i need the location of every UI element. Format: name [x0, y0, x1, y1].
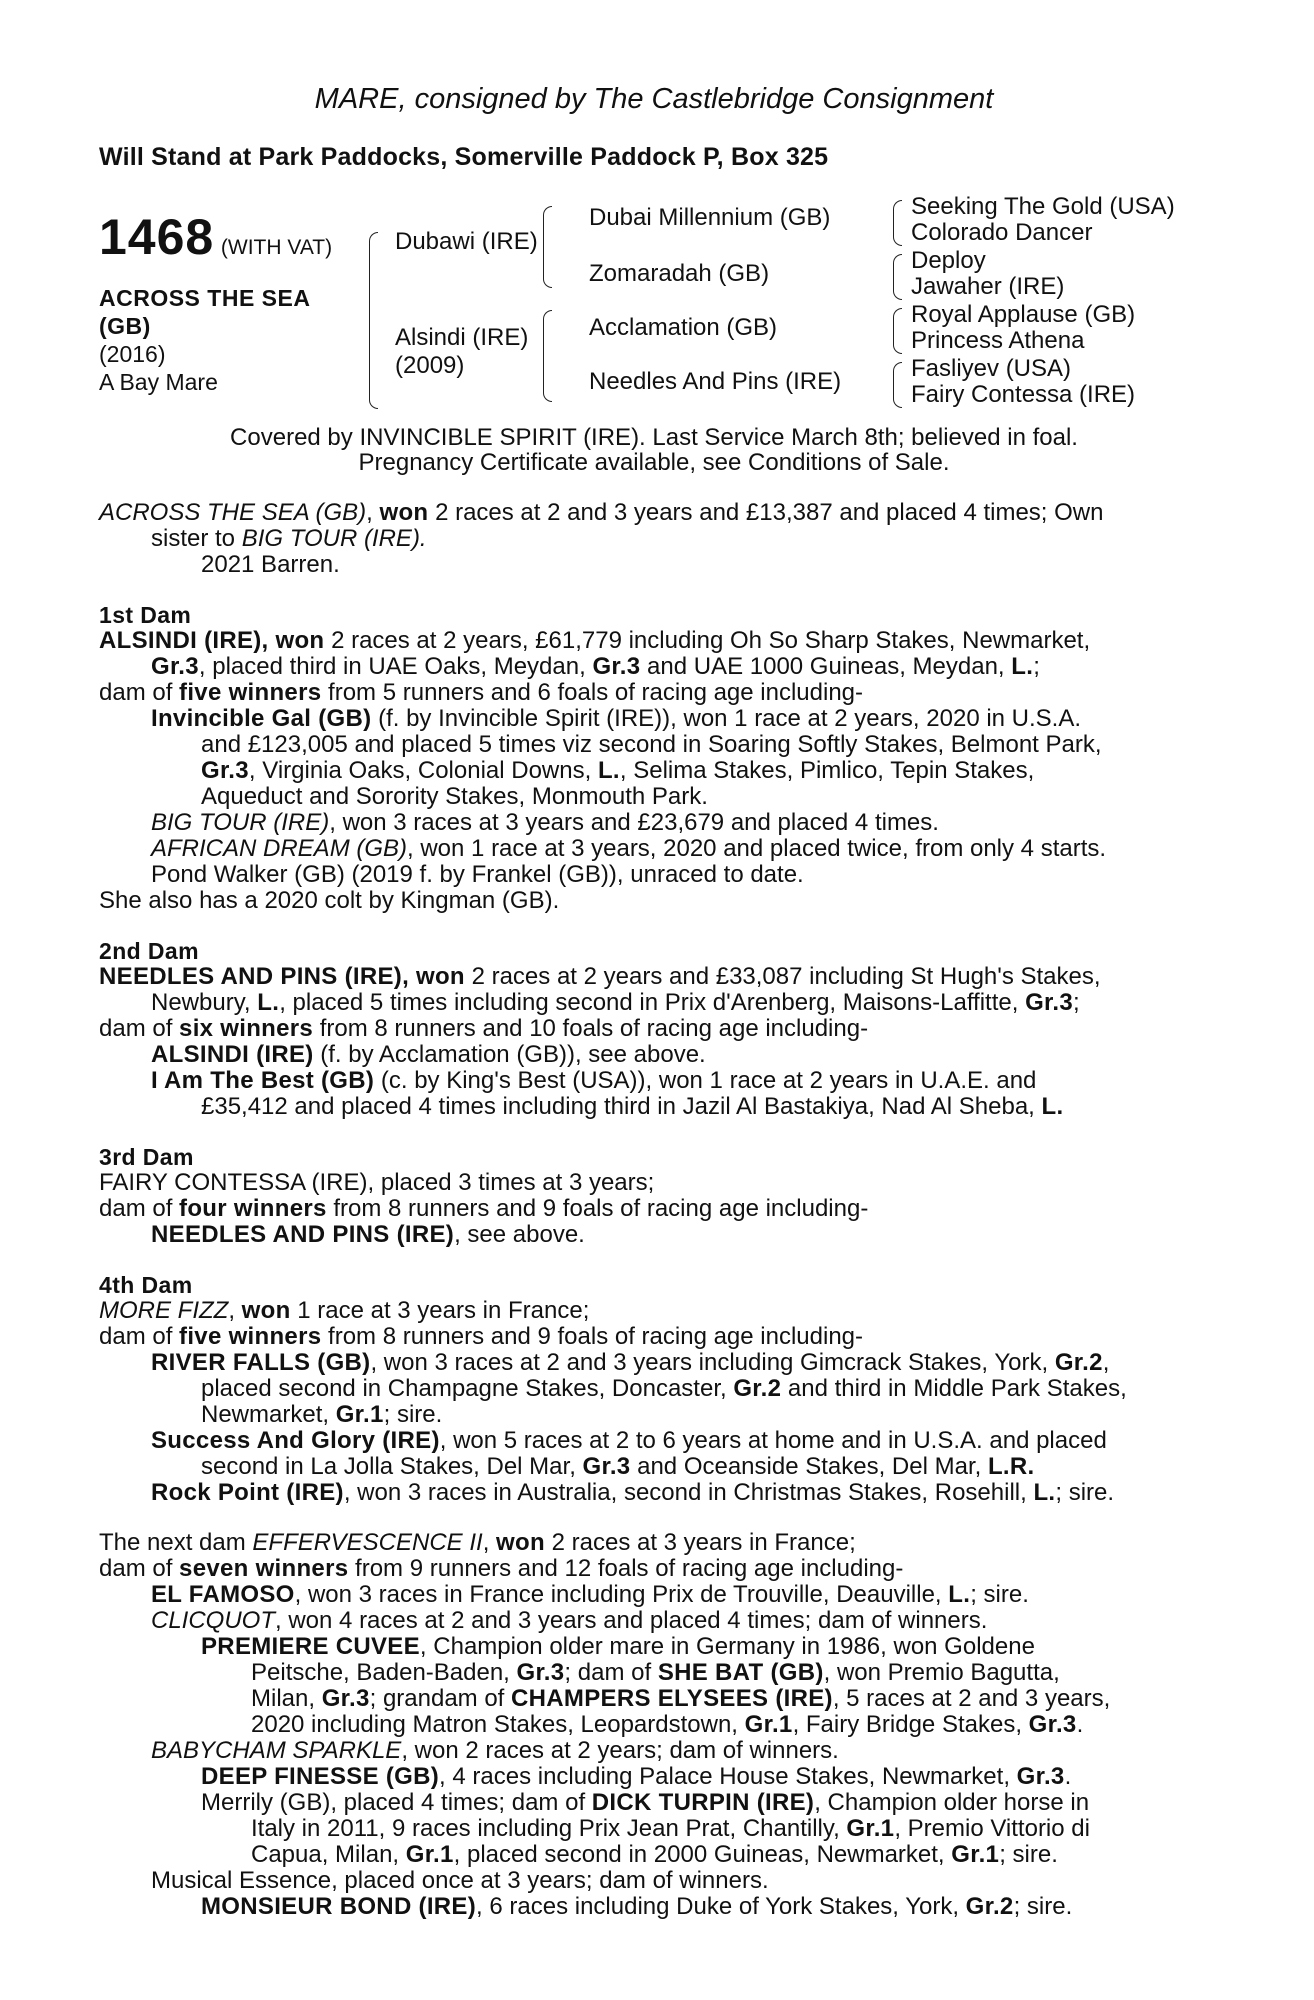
brace-line: [369, 232, 378, 409]
brace-line: [893, 254, 902, 300]
dam-name: MORE FIZZ: [99, 1297, 229, 1324]
progeny-record: and £123,005 and placed 5 times viz second in Soaring Softly Stakes, Belmont Park,: [201, 731, 1102, 758]
section-heading: 3rd Dam: [99, 1144, 194, 1170]
brace-line: [893, 362, 902, 408]
grade-label: Gr.3: [1028, 1711, 1077, 1738]
produce-text: dam of: [99, 1323, 173, 1350]
section-heading: 2nd Dam: [99, 938, 199, 964]
progeny-record: , Selima Stakes, Pimlico, Tepin Stakes,: [619, 757, 1035, 784]
race-record: , placed third in UAE Oaks, Meydan,: [198, 653, 586, 680]
progeny-record: and third in Middle Park Stakes,: [787, 1375, 1127, 1402]
progeny-record: Pond Walker (GB) (2019 f. by Frankel (GB)), unraced to date.: [151, 861, 804, 888]
won-label: won: [379, 499, 429, 526]
brace-line: [893, 200, 902, 246]
progeny-record: Merrily (GB), placed 4 times; dam of: [201, 1789, 586, 1816]
fourth-dam-section: 4th Dam MORE FIZZ, won 1 race at 3 years in France; dam of five winners from 8 runners and 9 foals of racing age including- RIVER FALLS (GB), won 3 races at 2 and 3 years including Gimcrack Stakes, York, Gr.2, placed second in Champagne Stakes, Doncaster, Gr.2 and third in Middle Park Stakes, Newmarket, Gr.1; sire. Success And Glory (IRE), won 5 races at 2 to 6 years at home and in U.S.A. and placed second in La Jolla Stakes, Del Mar, Gr.3 and Oceanside Stakes, Del Mar, L.R. Rock Point (IRE), won 3 races in Australia, second in Christmas Stakes, Rosehill, L.; sire.: [99, 1272, 1209, 1506]
progeny-record: placed second in Champagne Stakes, Doncaster,: [201, 1375, 727, 1402]
progeny-record: Newmarket,: [201, 1401, 330, 1428]
grade-label: Gr.3: [201, 757, 249, 784]
produce-text: dam of: [99, 1015, 173, 1042]
grade-label: Gr.3: [1016, 1763, 1065, 1790]
race-record: ,: [482, 1529, 490, 1556]
catalogue-page: [99, 82, 1209, 1920]
progeny-record: , won 3 races in Australia, second in Christmas Stakes, Rosehill,: [343, 1479, 1027, 1506]
covered-note: [99, 425, 1209, 475]
progeny-record: , 6 races including Duke of York Stakes, York,: [476, 1893, 959, 1920]
grade-label: Gr.1: [951, 1841, 1000, 1868]
progeny-record: £35,412 and placed 4 times including third in Jazil Al Bastakiya, Nad Al Sheba,: [201, 1093, 1035, 1120]
produce-text: from 8 runners and 9 foals of racing age including-: [333, 1195, 869, 1222]
produce-record: 2021 Barren.: [201, 551, 340, 578]
progeny-name: DEEP FINESSE (GB): [201, 1763, 440, 1790]
progeny-record: , placed second in 2000 Guineas, Newmarket,: [453, 1841, 945, 1868]
progeny-record: (f. by Acclamation (GB)), see above.: [320, 1041, 706, 1068]
progeny-name: Rock Point (IRE): [151, 1479, 344, 1506]
winners-count: four winners: [179, 1195, 327, 1222]
progeny-name: BABYCHAM SPARKLE: [151, 1737, 402, 1764]
race-record: 2 races at 2 years, £61,779 including Oh So Sharp Stakes, Newmarket,: [331, 627, 1091, 654]
lot-number: 1468: [99, 209, 215, 265]
produce-text: from 8 runners and 10 foals of racing age including-: [319, 1015, 869, 1042]
produce-text: dam of: [99, 1195, 173, 1222]
progeny-record: , 4 races including Palace House Stakes, Newmarket,: [439, 1763, 1010, 1790]
lot-number-block: [99, 209, 333, 265]
horse-description: A Bay Mare: [99, 369, 218, 395]
winners-count: five winners: [179, 679, 322, 706]
grade-label: L.R.: [987, 1453, 1035, 1480]
produce-text: dam of: [99, 1555, 173, 1582]
vat-note: (WITH VAT): [220, 236, 333, 259]
progeny-name: MONSIEUR BOND (IRE): [201, 1893, 477, 1920]
grade-label: L.: [1033, 1479, 1056, 1506]
grade-label: L.: [257, 989, 280, 1016]
grade-label: Gr.1: [846, 1815, 895, 1842]
progeny-record: ; sire.: [383, 1401, 443, 1428]
won-label: won: [241, 1297, 291, 1324]
pedigree-dam-dam: Needles And Pins (IRE): [589, 368, 842, 395]
progeny-record: Musical Essence, placed once at 3 years; dam of winners.: [151, 1867, 769, 1894]
produce-text: dam of: [99, 679, 173, 706]
grade-label: Gr.1: [744, 1711, 793, 1738]
pedigree-g3: Deploy: [911, 247, 986, 274]
progeny-record: , won 3 races in France including Prix de Trouville, Deauville,: [294, 1581, 942, 1608]
progeny-name: ALSINDI (IRE): [151, 1041, 314, 1068]
brace-line: [543, 206, 552, 288]
progeny-name: I Am The Best (GB): [151, 1067, 375, 1094]
race-record: The next dam: [99, 1529, 246, 1556]
pedigree-g3: Fasliyev (USA): [911, 355, 1072, 382]
winners-count: five winners: [179, 1323, 322, 1350]
grade-label: Gr.3: [1025, 989, 1073, 1016]
pregnancy-line: Pregnancy Certificate available, see Conditions of Sale.: [358, 449, 950, 476]
progeny-record: , won 3 races at 3 years and £23,679 and placed 4 times.: [329, 809, 939, 836]
race-record: FAIRY CONTESSA (IRE), placed 3 times at 3 years;: [99, 1169, 655, 1196]
grade-label: L.: [1011, 653, 1034, 680]
grade-label: Gr.1: [405, 1841, 454, 1868]
grade-label: L.: [948, 1581, 971, 1608]
grade-label: Gr.1: [335, 1401, 384, 1428]
progeny-record: Aqueduct and Sorority Stakes, Monmouth Park.: [201, 783, 708, 810]
section-heading: 1st Dam: [99, 602, 192, 628]
produce-text: from 5 runners and 6 foals of racing age including-: [328, 679, 864, 706]
third-dam-section: [99, 1144, 1209, 1248]
grade-label: Gr.3: [151, 653, 199, 680]
horse-name-ref: ACROSS THE SEA (GB): [99, 499, 367, 526]
winners-count: seven winners: [179, 1555, 349, 1582]
progeny-name: BIG TOUR (IRE): [151, 809, 330, 836]
grade-label: L.: [597, 757, 620, 784]
progeny-name: CLICQUOT: [151, 1607, 276, 1634]
progeny-record: , won 4 races at 2 and 3 years and placed 4 times; dam of winners.: [275, 1607, 988, 1634]
pedigree-table: [99, 192, 1209, 417]
progeny-record: , Virginia Oaks, Colonial Downs,: [248, 757, 592, 784]
progeny-name: Success And Glory (IRE): [151, 1427, 440, 1454]
progeny-record: ; sire.: [999, 1841, 1058, 1868]
horse-origin: (GB): [99, 313, 151, 339]
sibling-name: BIG TOUR (IRE).: [241, 525, 427, 552]
first-dam-section: [99, 602, 1209, 914]
progeny-name: Invincible Gal (GB): [151, 705, 372, 732]
progeny-record: , Premio Vittorio di: [894, 1815, 1090, 1842]
progeny-record: ; dam of: [564, 1659, 652, 1686]
grade-label: Gr.2: [733, 1375, 782, 1402]
horse-name: ACROSS THE SEA: [99, 285, 311, 311]
progeny-name: SHE BAT (GB): [657, 1659, 824, 1686]
progeny-record: , Champion older mare in Germany in 1986, won Goldene: [419, 1633, 1035, 1660]
pedigree-g3: Royal Applause (GB): [911, 301, 1136, 328]
pedigree-g3: Fairy Contessa (IRE): [911, 381, 1136, 408]
race-record: Newbury,: [151, 989, 251, 1016]
progeny-record: second in La Jolla Stakes, Del Mar,: [201, 1453, 576, 1480]
pedigree-sire-dam: Zomaradah (GB): [589, 260, 770, 287]
pedigree-g3: Seeking The Gold (USA): [911, 193, 1175, 220]
progeny-record: , won 1 race at 3 years, 2020 and placed twice, from only 4 starts.: [407, 835, 1107, 862]
produce-note: She also has a 2020 colt by Kingman (GB).: [99, 887, 560, 914]
progeny-record: Capua, Milan,: [251, 1841, 400, 1868]
race-record: 2 races at 3 years in France;: [551, 1529, 856, 1556]
dam-name: ALSINDI (IRE), won: [99, 627, 325, 654]
progeny-name: DICK TURPIN (IRE): [591, 1789, 815, 1816]
pedigree-dam-year: (2009): [395, 352, 465, 379]
race-record: , placed 5 times including second in Prix d'Arenberg, Maisons-Laffitte,: [279, 989, 1019, 1016]
race-record: ;: [1033, 653, 1040, 680]
progeny-record: Milan,: [251, 1685, 316, 1712]
horse-year: (2016): [99, 341, 166, 367]
progeny-record: ; sire.: [1013, 1893, 1073, 1920]
produce-text: from 9 runners and 12 foals of racing age including-: [355, 1555, 904, 1582]
horse-info: [99, 284, 369, 396]
grade-label: L.: [1041, 1093, 1064, 1120]
second-dam-section: [99, 938, 1209, 1120]
grade-label: Gr.3: [516, 1659, 565, 1686]
progeny-name: CHAMPERS ELYSEES (IRE): [511, 1685, 833, 1712]
intro-paragraph: ACROSS THE SEA (GB), won 2 races at 2 and 3 years and £13,387 and placed 4 times; Own sister to BIG TOUR (IRE). 2021 Barren.: [99, 500, 1209, 578]
race-record: and UAE 1000 Guineas, Meydan,: [647, 653, 1005, 680]
progeny-record: , won 5 races at 2 to 6 years at home and in U.S.A. and placed: [439, 1427, 1107, 1454]
progeny-record: and Oceanside Stakes, Del Mar,: [637, 1453, 982, 1480]
covered-line: Covered by INVINCIBLE SPIRIT (IRE). Last Service March 8th; believed in foal.: [230, 424, 1078, 451]
intro-text: sister to: [151, 525, 236, 552]
section-heading: 4th Dam: [99, 1272, 193, 1298]
pedigree-dam: Alsindi (IRE): [395, 324, 529, 351]
progeny-record: , Fairy Bridge Stakes,: [792, 1711, 1022, 1738]
next-dam-section: The next dam EFFERVESCENCE II, won 2 races at 3 years in France; dam of seven winners from 9 runners and 12 foals of racing age including- EL FAMOSO, won 3 races in France including Prix de Trouville, Deauville, L.; sire. CLICQUOT, won 4 races at 2 and 3 years and placed 4 times; dam of winners. PREMIERE CUVEE, Champion older mare in Germany in 1986, won Goldene Peitsche, Baden-Baden, Gr.3; dam of SHE BAT (GB), won Premio Bagutta, Milan, Gr.3; grandam of CHAMPERS ELYSEES (IRE), 5 races at 2 and 3 years, 2020 including Matron Stakes, Leopardstown, Gr.1, Fairy Bridge Stakes, Gr.3. BABYCHAM SPARKLE, won 2 races at 2 years; dam of winners. DEEP FINESSE (GB), 4 races including Palace House Stakes, Newmarket, Gr.3. Merrily (GB), placed 4 times; dam of DICK TURPIN (IRE), Champion older horse in Italy in 2011, 9 races including Prix Jean Prat, Chantilly, Gr.1, Premio Vittorio di Capua, Milan, Gr.1, placed second in 2000 Guineas, Newmarket, Gr.1; sire. Musical Essence, placed once at 3 years; dam of winners. MONSIEUR BOND (IRE), 6 races including Duke of York Stakes, York, Gr.2; sire.: [99, 1530, 1209, 1920]
progeny-record: Italy in 2011, 9 races including Prix Jean Prat, Chantilly,: [251, 1815, 840, 1842]
race-record: 2 races at 2 years and £33,087 including St Hugh's Stakes,: [471, 963, 1101, 990]
progeny-record: 2020 including Matron Stakes, Leopardstown,: [251, 1711, 738, 1738]
progeny-name: EL FAMOSO: [151, 1581, 295, 1608]
progeny-name: RIVER FALLS (GB): [151, 1349, 371, 1376]
progeny-name: PREMIERE CUVEE: [201, 1633, 420, 1660]
race-record: ;: [1072, 989, 1080, 1016]
won-label: won: [496, 1529, 545, 1556]
grade-label: Gr.3: [592, 653, 641, 680]
winners-count: six winners: [179, 1015, 314, 1042]
grade-label: Gr.3: [582, 1453, 631, 1480]
pedigree-sire: Dubawi (IRE): [395, 228, 538, 255]
brace-line: [543, 310, 552, 402]
progeny-name: AFRICAN DREAM (GB): [151, 835, 408, 862]
brace-line: [893, 308, 902, 354]
progeny-record: , won 2 races at 2 years; dam of winners.: [401, 1737, 839, 1764]
progeny-record: ; sire.: [970, 1581, 1029, 1608]
stand-location: Will Stand at Park Paddocks, Somerville Paddock P, Box 325: [99, 143, 829, 171]
pedigree-g3: Princess Athena: [911, 327, 1085, 354]
pedigree-sire-sire: Dubai Millennium (GB): [589, 204, 831, 231]
progeny-record: , won Premio Bagutta,: [823, 1659, 1060, 1686]
intro-text: 2 races at 2 and 3 years and £13,387 and placed 4 times; Own: [435, 499, 1104, 526]
progeny-record: (c. by King's Best (USA)), won 1 race at 2 years in U.A.E. and: [380, 1067, 1037, 1094]
grade-label: Gr.2: [965, 1893, 1014, 1920]
dam-name: NEEDLES AND PINS (IRE), won: [99, 963, 465, 990]
page-title: MARE, consigned by The Castlebridge Consignment: [314, 83, 994, 115]
race-record: ,: [228, 1297, 235, 1324]
grade-label: Gr.3: [321, 1685, 370, 1712]
progeny-record: , see above.: [454, 1221, 585, 1248]
produce-text: from 8 runners and 9 foals of racing age including-: [328, 1323, 864, 1350]
progeny-name: NEEDLES AND PINS (IRE): [151, 1221, 455, 1248]
pedigree-g3: Jawaher (IRE): [911, 273, 1065, 300]
progeny-record: ; sire.: [1055, 1479, 1115, 1506]
progeny-record: (f. by Invincible Spirit (IRE)), won 1 race at 2 years, 2020 in U.S.A.: [378, 705, 1082, 732]
progeny-record: , Champion older horse in: [814, 1789, 1090, 1816]
progeny-record: ; grandam of: [369, 1685, 505, 1712]
dam-name: EFFERVESCENCE II: [252, 1529, 483, 1556]
progeny-record: Peitsche, Baden-Baden,: [251, 1659, 510, 1686]
race-record: 1 race at 3 years in France;: [297, 1297, 590, 1324]
progeny-record: , 5 races at 2 and 3 years,: [832, 1685, 1111, 1712]
pedigree-g3: Colorado Dancer: [911, 219, 1093, 246]
grade-label: Gr.2: [1054, 1349, 1103, 1376]
progeny-record: , won 3 races at 2 and 3 years including Gimcrack Stakes, York,: [370, 1349, 1049, 1376]
pedigree-dam-sire: Acclamation (GB): [589, 314, 778, 341]
